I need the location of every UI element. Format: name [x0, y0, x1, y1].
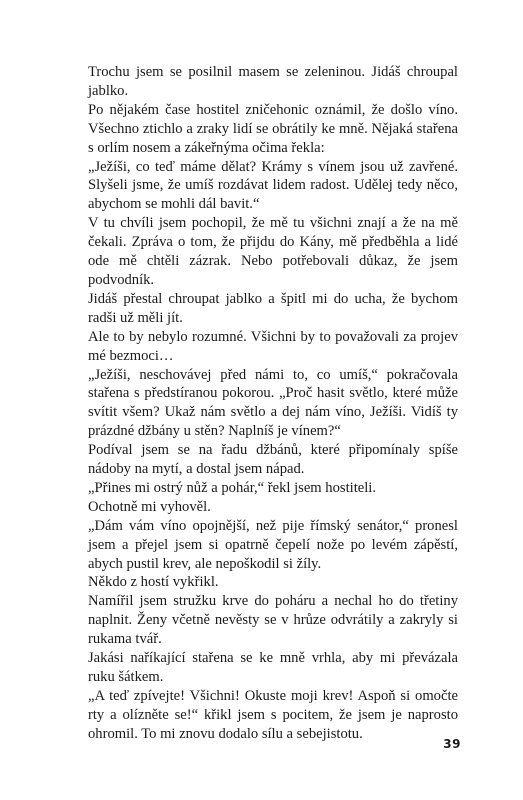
paragraph: V tu chvíli jsem pochopil, že mě tu všichni znají a že na mě čekali. Zpráva o tom, že přijdu do Kány, mě předběhla a lidé ode mě chtěli zázrak. Nebo potřebovali důkaz, že jsem podvodník.: [88, 215, 458, 288]
paragraph: Jidáš přestal chroupat jablko a špitl mi do ucha, že bychom radši už měli jít.: [88, 290, 458, 326]
page-number: 39: [443, 737, 461, 751]
paragraph: Jakási naříkající stařena se ke mně vrhla, aby mi převázala ruku šátkem.: [88, 650, 458, 685]
paragraph: „Ježíši, co teď máme dělat? Krámy s vínem jsou už zavřené. Slyšeli jsme, že umíš rozdávat lidem radost. Udělej tedy něco, abychom se mohli dál bavit.“: [88, 158, 458, 213]
paragraph: Ochotně mi vyhověl.: [88, 498, 211, 515]
body-text: [88, 63, 458, 744]
paragraph: „A teď zpívejte! Všichni! Okuste moji krev! Aspoň si omočte rty a olízněte se!“ křikl jsem s pocitem, že jsem je naprosto ohromil. To mi znovu dodalo sílu a sebejistotu.: [88, 687, 458, 742]
paragraph: Ale to by nebylo rozumné. Všichni by to považovali za projev mé bezmoci…: [88, 328, 458, 364]
paragraph: Po nějakém čase hostitel zničehonic oznámil, že došlo víno. Všechno ztichlo a zraky lidí se obrátily ke mně. Nějaká stařena s orlím nosem a zákeřnýma očima řekla:: [88, 101, 458, 156]
paragraph: Někdo z hostí vykřikl.: [88, 574, 219, 591]
paragraph: Podíval jsem se na řadu džbánů, které připomínaly spíše nádoby na mytí, a dostal jsem nápad.: [88, 442, 458, 478]
paragraph: Namířil jsem stružku krve do poháru a nechal ho do třetiny naplnit. Ženy včetně nevěsty se v hrůze odvrátily a zakryly si rukama tvář.: [88, 593, 458, 648]
paragraph: „Ježíši, neschovávej před námi to, co umíš,“ pokračovala stařena s předstíranou pokorou. „Proč hasit světlo, které může svítit všem? Ukaž nám světlo a dej nám víno, Ježíši. Vidíš ty prázdné džbány u stěn? Naplníš je vínem?“: [88, 366, 458, 440]
paragraph: „Dám vám víno opojnější, než pije římský senátor,“ pronesl jsem a přejel jsem si opatrně čepelí nože po levém zápěstí, abych pustil krev, ale nepoškodil si žíly.: [88, 517, 458, 572]
paragraph: „Přines mi ostrý nůž a pohár,“ řekl jsem hostiteli.: [88, 479, 376, 496]
paragraph: Trochu jsem se posilnil masem se zeleninou. Jidáš chroupal jablko.: [88, 64, 458, 99]
